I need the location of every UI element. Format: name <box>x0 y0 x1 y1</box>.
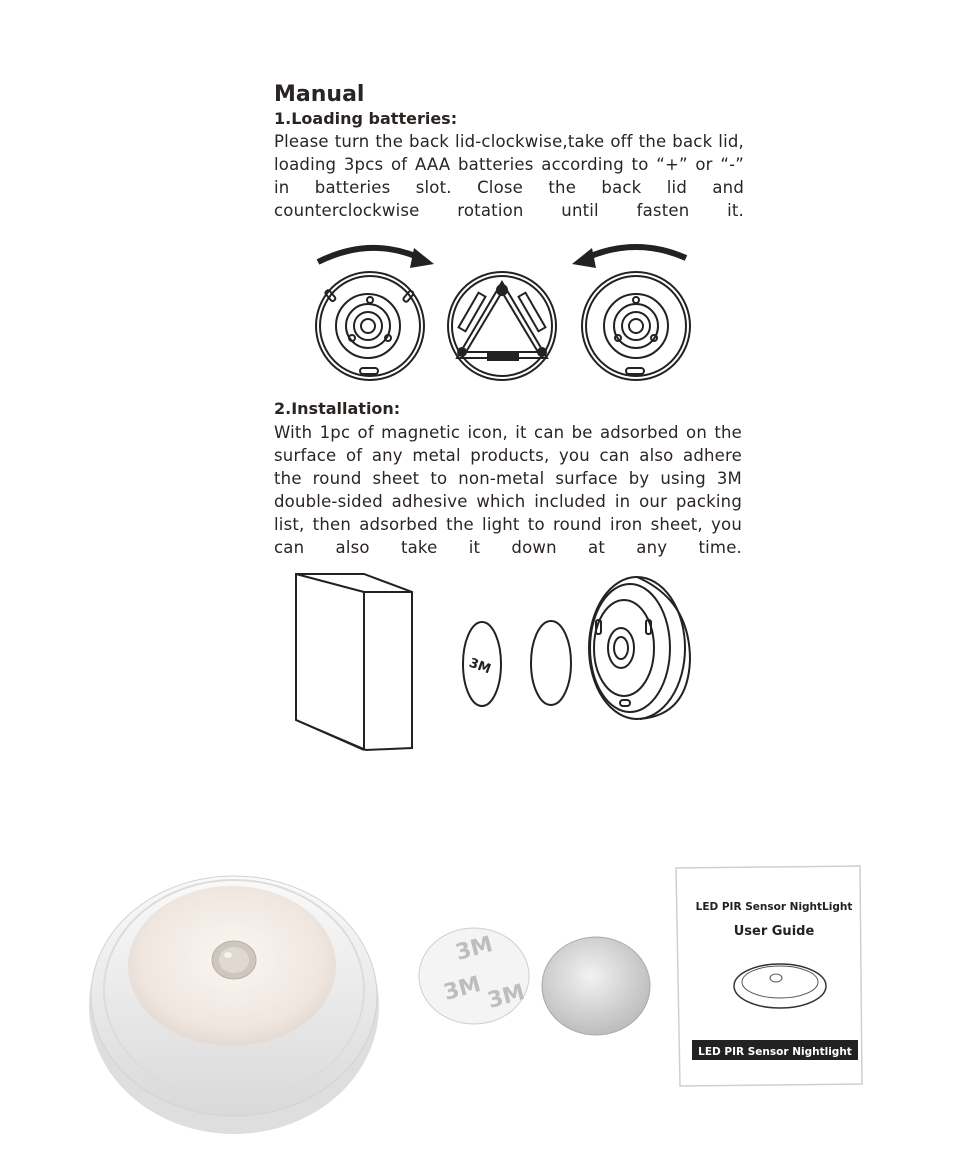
manual-title: Manual <box>274 82 365 107</box>
pad-label-3: 3M <box>485 980 528 1014</box>
pad-label-1: 3M <box>453 932 496 966</box>
booklet-title: LED PIR Sensor NightLight <box>695 901 853 913</box>
battery-compartment <box>448 272 556 380</box>
adhesive-sticker <box>463 622 501 706</box>
sticker-label: 3M <box>466 655 493 678</box>
booklet-subtitle: User Guide <box>733 924 815 939</box>
user-guide-booklet <box>676 866 862 1086</box>
night-light-drawing <box>589 577 690 719</box>
section1-heading: 1.Loading batteries: <box>274 109 458 128</box>
booklet-footer: LED PIR Sensor Nightlight <box>698 1046 852 1058</box>
clockwise-arrow-icon <box>318 248 434 268</box>
section1-text: Please turn the back lid-clockwise,take off the back lid, loading 3pcs of AAA batteries according to “+” or “-” in batteries slot. Close the back lid and counterclockwise rotation until fasten it. <box>274 132 744 220</box>
back-lid-left <box>316 272 424 380</box>
wall-block <box>296 574 412 750</box>
iron-sheet-photo <box>542 937 650 1035</box>
back-lid-right <box>582 272 690 380</box>
night-light-product-photo <box>89 876 379 1134</box>
counterclockwise-arrow-icon <box>572 247 686 268</box>
3m-adhesive-pad-photo <box>419 928 529 1024</box>
section2-text: With 1pc of magnetic icon, it can be adsorbed on the surface of any metal products, you can also adhere the round sheet to non-metal surface by using 3M double-sided adhesive which included in our packing list, then adsorbed the light to round iron sheet, you can also take it down at any time. <box>274 423 742 557</box>
pad-label-2: 3M <box>441 972 484 1006</box>
section2-heading: 2.Installation: <box>274 399 401 418</box>
iron-sheet <box>531 621 571 705</box>
